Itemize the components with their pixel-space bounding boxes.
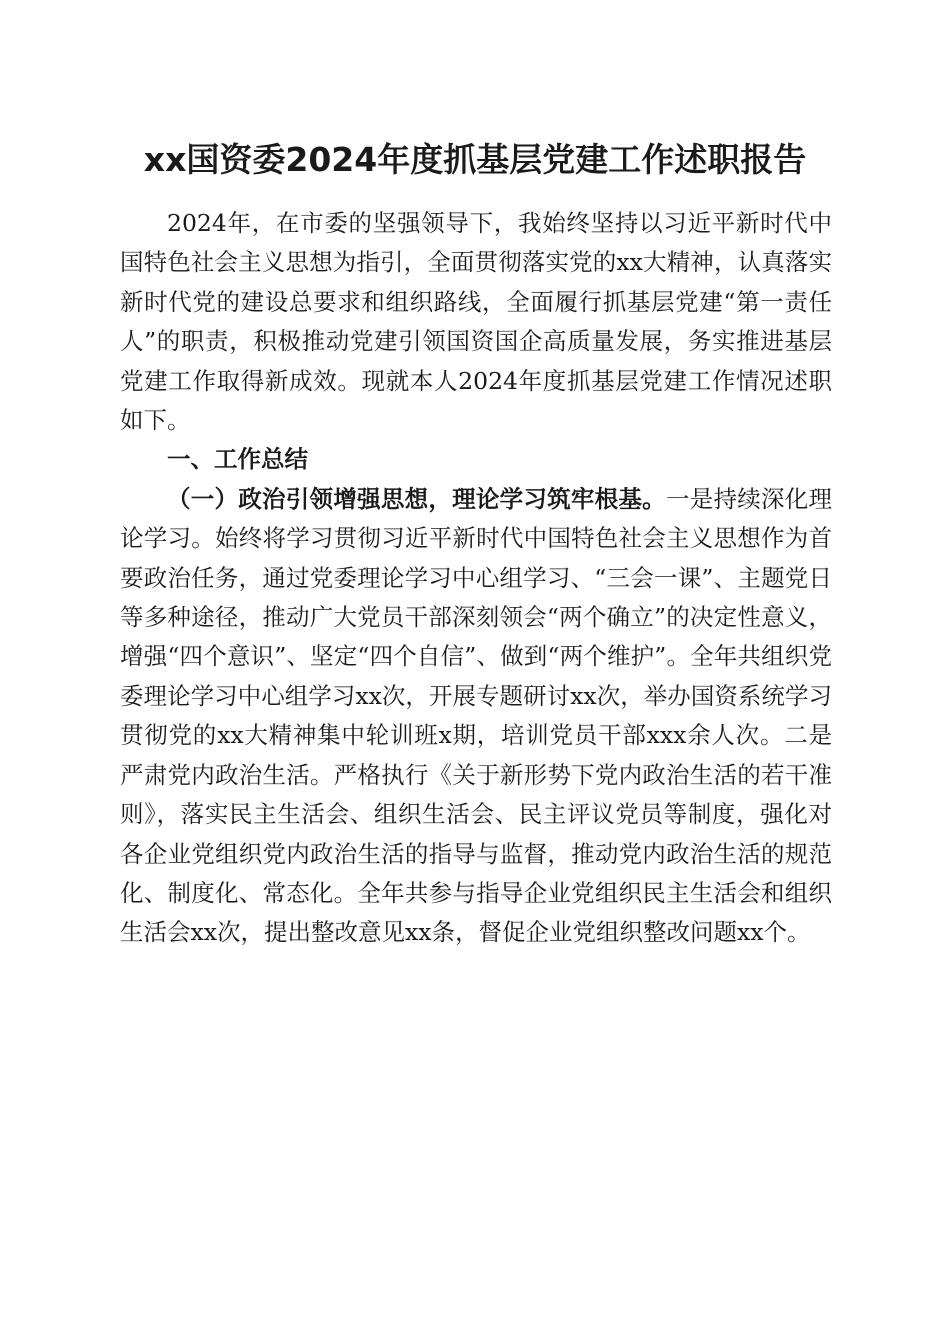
subsection-paragraph-political-leadership: [120, 480, 832, 953]
subsection-lead: （一）政治引领增强思想，理论学习筑牢根基。: [167, 484, 666, 513]
document-title: xx国资委2024年度抓基层党建工作述职报告: [143, 140, 807, 179]
subsection-body: 一是持续深化理论学习。始终将学习贯彻习近平新时代中国特色社会主义思想作为首要政治任务，通过党委理论学习中心组学习、“三会一课”、主题党日等多种途径，推动广大党员干部深刻领会“两个确立”的决定性意义，增强“四个意识”、坚定“四个自信”、做到“两个维护”。全年共组织党委理论学习中心组学习xx次，开展专题研讨xx次，举办国资系统学习贯彻党的xx大精神集中轮训班x期，培训党员干部xxx余人次。二是严肃党内政治生活。严格执行《关于新形势下党内政治生活的若干准则》，落实民主生活会、组织生活会、民主评议党员等制度，强化对各企业党组织党内政治生活的指导与监督，推动党内政治生活的规范化、制度化、常态化。全年共参与指导企业党组织民主生活会和组织生活会xx次，提出整改意见xx条，督促企业党组织整改问题xx个。: [120, 484, 833, 947]
intro-paragraph: 2024年，在市委的坚强领导下，我始终坚持以习近平新时代中国特色社会主义思想为指引，全面贯彻落实党的xx大精神，认真落实新时代党的建设总要求和组织路线，全面履行抓基层党建“第一责任人”的职责，积极推动党建引领国资国企高质量发展，务实推进基层党建工作取得新成效。现就本人2024年度抓基层党建工作情况述职如下。: [120, 209, 832, 435]
section-heading-work-summary: 一、工作总结: [167, 445, 308, 474]
document-body: [120, 204, 832, 953]
